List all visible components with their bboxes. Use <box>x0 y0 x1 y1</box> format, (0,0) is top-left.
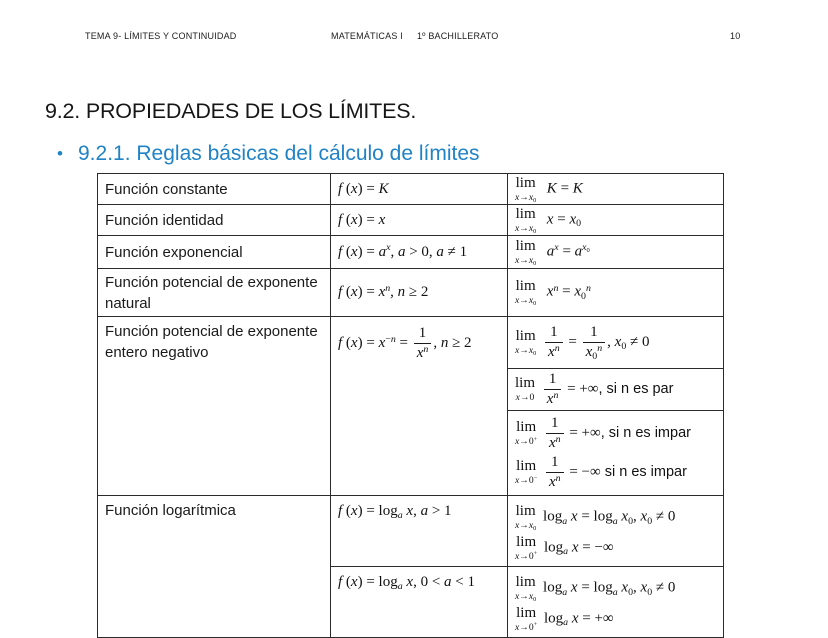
limit-cell <box>508 567 724 638</box>
math-formula: lim x→x0 $a^x = a^{x0}$ <box>515 237 590 267</box>
limit-cell <box>508 174 724 205</box>
function-def-cell <box>331 567 508 638</box>
function-def-cell <box>331 174 508 205</box>
math-formula: lim x→0− $\frac{1}{x^n}$ = −∞ si n es impar <box>515 454 687 490</box>
math-formula: lim x→0+ $\frac{1}{x^n}$ = +∞, si n es impar <box>515 415 691 451</box>
table-row <box>98 317 724 369</box>
math-formula: f (x) = loga x, 0 < a < 1 <box>338 574 476 593</box>
math-formula: lim x→x0 $\frac{1}{x^n}$ = $\frac{1}{x0^n}$ , x0 ≠ 0 <box>515 324 650 362</box>
table-row <box>98 269 724 317</box>
function-name-cell: Función constante <box>98 174 331 205</box>
math-formula: f $(x) = x^{-n}$ = $\frac{1}{x^n}$ , n ≥ 2 <box>338 325 472 361</box>
math-formula: lim x→0+ loga x = +∞ <box>515 604 614 633</box>
table-row <box>98 496 724 567</box>
math-formula: lim x→x0 x = x0 <box>515 205 582 235</box>
table-row <box>98 236 724 269</box>
limit-cell <box>508 236 724 269</box>
function-def-cell <box>331 236 508 269</box>
header-grade: 1º BACHILLERATO <box>416 31 499 41</box>
math-formula: lim x→0 $\frac{1}{x^n}$ = +∞, si n es par <box>515 371 674 407</box>
function-name-cell: Función potencial de exponente entero negativo <box>98 317 331 496</box>
math-formula: lim x→x0 loga x = loga x0, x0 ≠ 0 <box>515 503 676 532</box>
limit-cell <box>508 205 724 236</box>
function-def-cell <box>331 205 508 236</box>
math-formula: f (x) = loga x, a > 1 <box>338 503 452 521</box>
function-name-cell: Función potencial de exponente natural <box>98 269 331 317</box>
page-number: 10 <box>730 31 741 41</box>
function-def-cell <box>331 317 508 496</box>
math-formula: lim x→x0 loga x = loga x0, x0 ≠ 0 <box>515 574 676 604</box>
limit-cell <box>508 496 724 567</box>
math-formula: f (x) = x <box>338 211 386 228</box>
math-formula: f $(x) = x^n$, n ≥ 2 <box>338 282 429 300</box>
limit-cell <box>508 369 724 411</box>
function-name-cell: Función logarítmica <box>98 496 331 638</box>
function-name-cell: Función exponencial <box>98 236 331 269</box>
header-subject-name: MATEMÁTICAS I <box>331 31 403 41</box>
limits-rules-table <box>97 173 724 638</box>
header-subject <box>331 31 498 41</box>
limit-cell <box>508 269 724 317</box>
function-name-cell: Función identidad <box>98 205 331 236</box>
math-formula: lim x→x0 $x^n = x0^n$ <box>515 278 591 308</box>
function-def-cell <box>331 496 508 567</box>
limit-cell <box>508 411 724 496</box>
header-course-topic: TEMA 9- LÍMITES Y CONTINUIDAD <box>85 31 237 41</box>
table-row <box>98 174 724 205</box>
math-formula: f (x) = K <box>338 180 389 197</box>
math-formula: lim x→x0 K = K <box>515 174 583 204</box>
section-subtitle <box>57 142 480 166</box>
bullet-marker: • <box>57 144 63 163</box>
subtitle-text: 9.2.1. Reglas básicas del cálculo de límites <box>78 142 480 165</box>
table-row <box>98 205 724 236</box>
math-formula: lim x→0+ loga x = −∞ <box>515 533 614 562</box>
limit-cell <box>508 317 724 369</box>
math-formula: f $(x) = a^x$, a > 0, a ≠ 1 <box>338 242 468 260</box>
function-def-cell <box>331 269 508 317</box>
page-title: 9.2. PROPIEDADES DE LOS LÍMITES. <box>45 99 417 123</box>
